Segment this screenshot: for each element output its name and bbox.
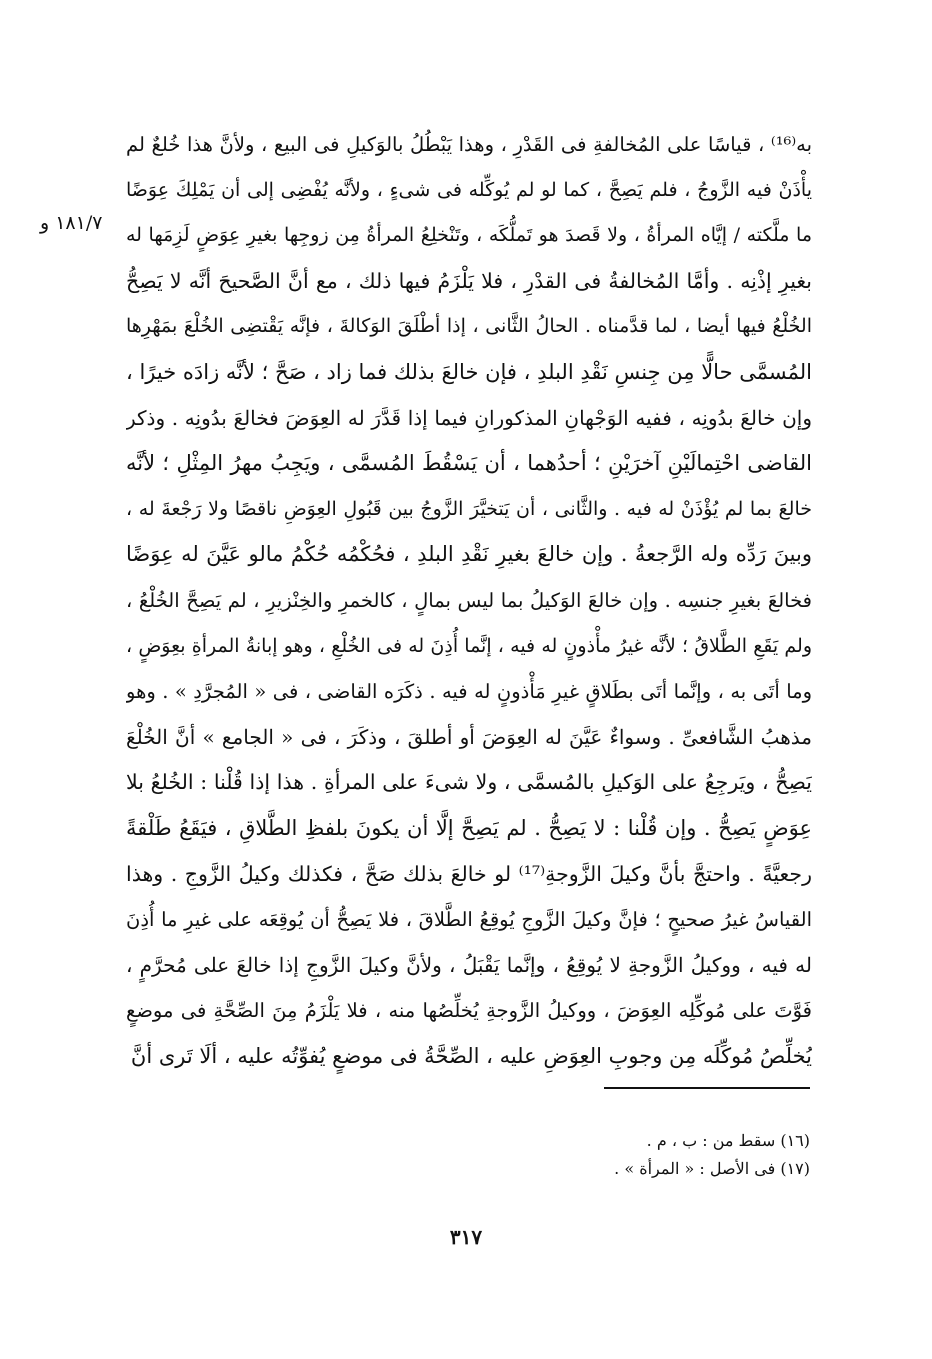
text-line: وبينَ رَدِّه وله الرَّجعةُ . وإن خالعَ بغيرِ نَقْدِ البلدِ ، فحُكْمُه حُكْمُ مالو عَيَّنَ له عِوَضًا bbox=[126, 542, 812, 567]
text-line: عِوَضٍ يَصِحُّ . وإن قُلْنا : لا يَصِحُّ . لم يَصِحَّ إلَّا أن يكونَ بلفظِ الطَّلاقِ ، فيَقَعُ طَلْقةً bbox=[126, 815, 812, 840]
text-line: الخُلْعُ فيها أيضا ، لما قدَّمناه . الحالُ الثَّانى ، إذا أطْلَقَ الوَكالةَ ، فإنَّه يَقْتضِى الخُلْعَ بمَهْرِها bbox=[126, 315, 812, 338]
text-line: له فيه ، ووكيلُ الزَّوجةِ لا يُوقِعُ ، وإنَّما يَقْبَلُ ، ولأنَّ وكيلَ الزَّوجِ إذا خالعَ على مُحرَّمٍ ، bbox=[126, 952, 812, 977]
footnote-16: (١٦) سقط من : ب ، م . bbox=[646, 1131, 810, 1150]
text-line: المُسمَّى حالًّا مِن جِنسِ نَقْدِ البلدِ ، فإن خالعَ بذلك فما زاد ، صَحَّ ؛ لأنَّه زادَه خيرًا ، bbox=[126, 359, 812, 384]
text-line: به⁽¹⁶⁾ ، قياسًا على المُخالفةِ فى القَدْرِ ، وهذا يَبْطُلُ بالوَكيلِ فى البيع ، ولأنَّ هذا خُلعٌ لم bbox=[126, 133, 812, 156]
text-line: ولم يَقَعِ الطَّلاقُ ؛ لأنَّه غيرُ مأْذونٍ له فيه ، إنَّما أُذِنَ له فى الخُلْعِ ، وهو إبانةُ المرأةِ بعِوَضٍ ، bbox=[126, 634, 812, 657]
text-line: فَوَّتَ على مُوكِّلِه العِوَضَ ، ووكيلُ الزَّوجةِ يُخلِّصُها منه ، فلا يَلْزَمُ مِنَ الصِّحَّةِ فى موضعٍ bbox=[126, 999, 812, 1023]
text-line: يَصِحُّ ، ويَرجِعُ على الوَكيلِ بالمُسمَّى ، ولا شىءَ على المرأةِ . هذا إذا قُلْنا : الخُلعُ بلا bbox=[126, 770, 812, 795]
text-line: القياسُ غيرُ صحيحٍ ؛ فإنَّ وكيلَ الزَّوجِ يُوقِعُ الطَّلاقَ ، فلا يَصِحُّ أن يُوقِعَه على غيرِ ما أُذِنَ bbox=[126, 908, 812, 932]
text-line: وإن خالعَ بدُونِه ، ففيه الوَجْهانِ المذكورانِ فيما إذا قَدَّرَ له العِوَضَ فخالعَ بدُونِه . وذكر bbox=[126, 405, 812, 430]
page-number: ٣١٧ bbox=[449, 1225, 483, 1249]
text-line: يُخلِّصُ مُوكِّلَه مِن وجوبِ العِوَضِ عليه ، الصِّحَّةُ فى موضعٍ يُفوِّتُه عليه ، ألَا تَرى أنَّ bbox=[130, 1043, 812, 1068]
footnotes bbox=[390, 1127, 810, 1183]
text-line: مذهبُ الشَّافعىِّ . وسواءٌ عَيَّنَ له العِوَضَ أو أطلقَ ، وذكَرَ ، فى « الجامع » أنَّ الخُلْعَ bbox=[126, 724, 812, 749]
text-line: القاضى احْتِمالَيْنِ آخرَيْنِ ؛ أحدُهما ، أن يَسْقُطَ المُسمَّى ، ويَجِبُ مهرُ المِثْلِ ؛ لأنَّه bbox=[126, 451, 812, 476]
main-text-block bbox=[126, 122, 812, 1079]
text-line: رجعيَّةً . واحتجَّ بأنَّ وكيلَ الزَّوجةِ⁽¹⁷⁾ لو خالعَ بذلك صَحَّ ، فكذلك وكيلُ الزَّوجِ . وهذا bbox=[126, 861, 812, 886]
text-line: فخالعَ بغيرِ جنسِه . وإن خالعَ الوَكيلُ بما ليس بمالٍ ، كالخمرِ والخِنْزيرِ ، لم يَصِحَّ الخُلْعُ ، bbox=[126, 588, 812, 612]
text-line: بغيرِ إذْنِه . وأمَّا المُخالفةُ فى القدْرِ ، فلا يَلْزَمُ فيها ذلك ، مع أنَّ الصَّحيحَ أنَّه لا يَصِحُّ bbox=[126, 268, 812, 293]
text-line: خالعَ بما لم يُؤْذَنْ له فيه . والثَّانى ، أن يَتخيَّرَ الزَّوجُ بين قَبُولِ العِوَضِ ناقصًا ولا رَجْعةَ له ، bbox=[126, 497, 812, 520]
footnote-separator bbox=[604, 1087, 810, 1089]
text-line: وما أتَى به ، وإنَّما أتَى بطَلاقٍ غيرِ مَأْذونٍ له فيه . ذكَرَه القاضى ، فى « المُجرَّدِ » . وهو bbox=[126, 680, 812, 704]
margin-folio-reference: ١٨١/٧ و bbox=[40, 212, 103, 234]
footnote-17: (١٧) فى الأصل : « المرأة » . bbox=[614, 1159, 810, 1178]
text-line: ما ملَّكته / إيَّاه المرأةُ ، ولا قَصدَ هو تَملُّكَه ، وتَنْخلِعُ المرأةُ مِن زوجِها بغيرِ عِوَضٍ لَزِمَها له bbox=[126, 224, 812, 247]
text-line: يأْذَنْ فيه الزَّوجُ ، فلم يَصِحَّ ، كما لو لم يُوكِّله فى شىءٍ ، ولأنَّه يُفْضِى إلى أن يَمْلِكَ عِوَضًا bbox=[126, 178, 812, 201]
